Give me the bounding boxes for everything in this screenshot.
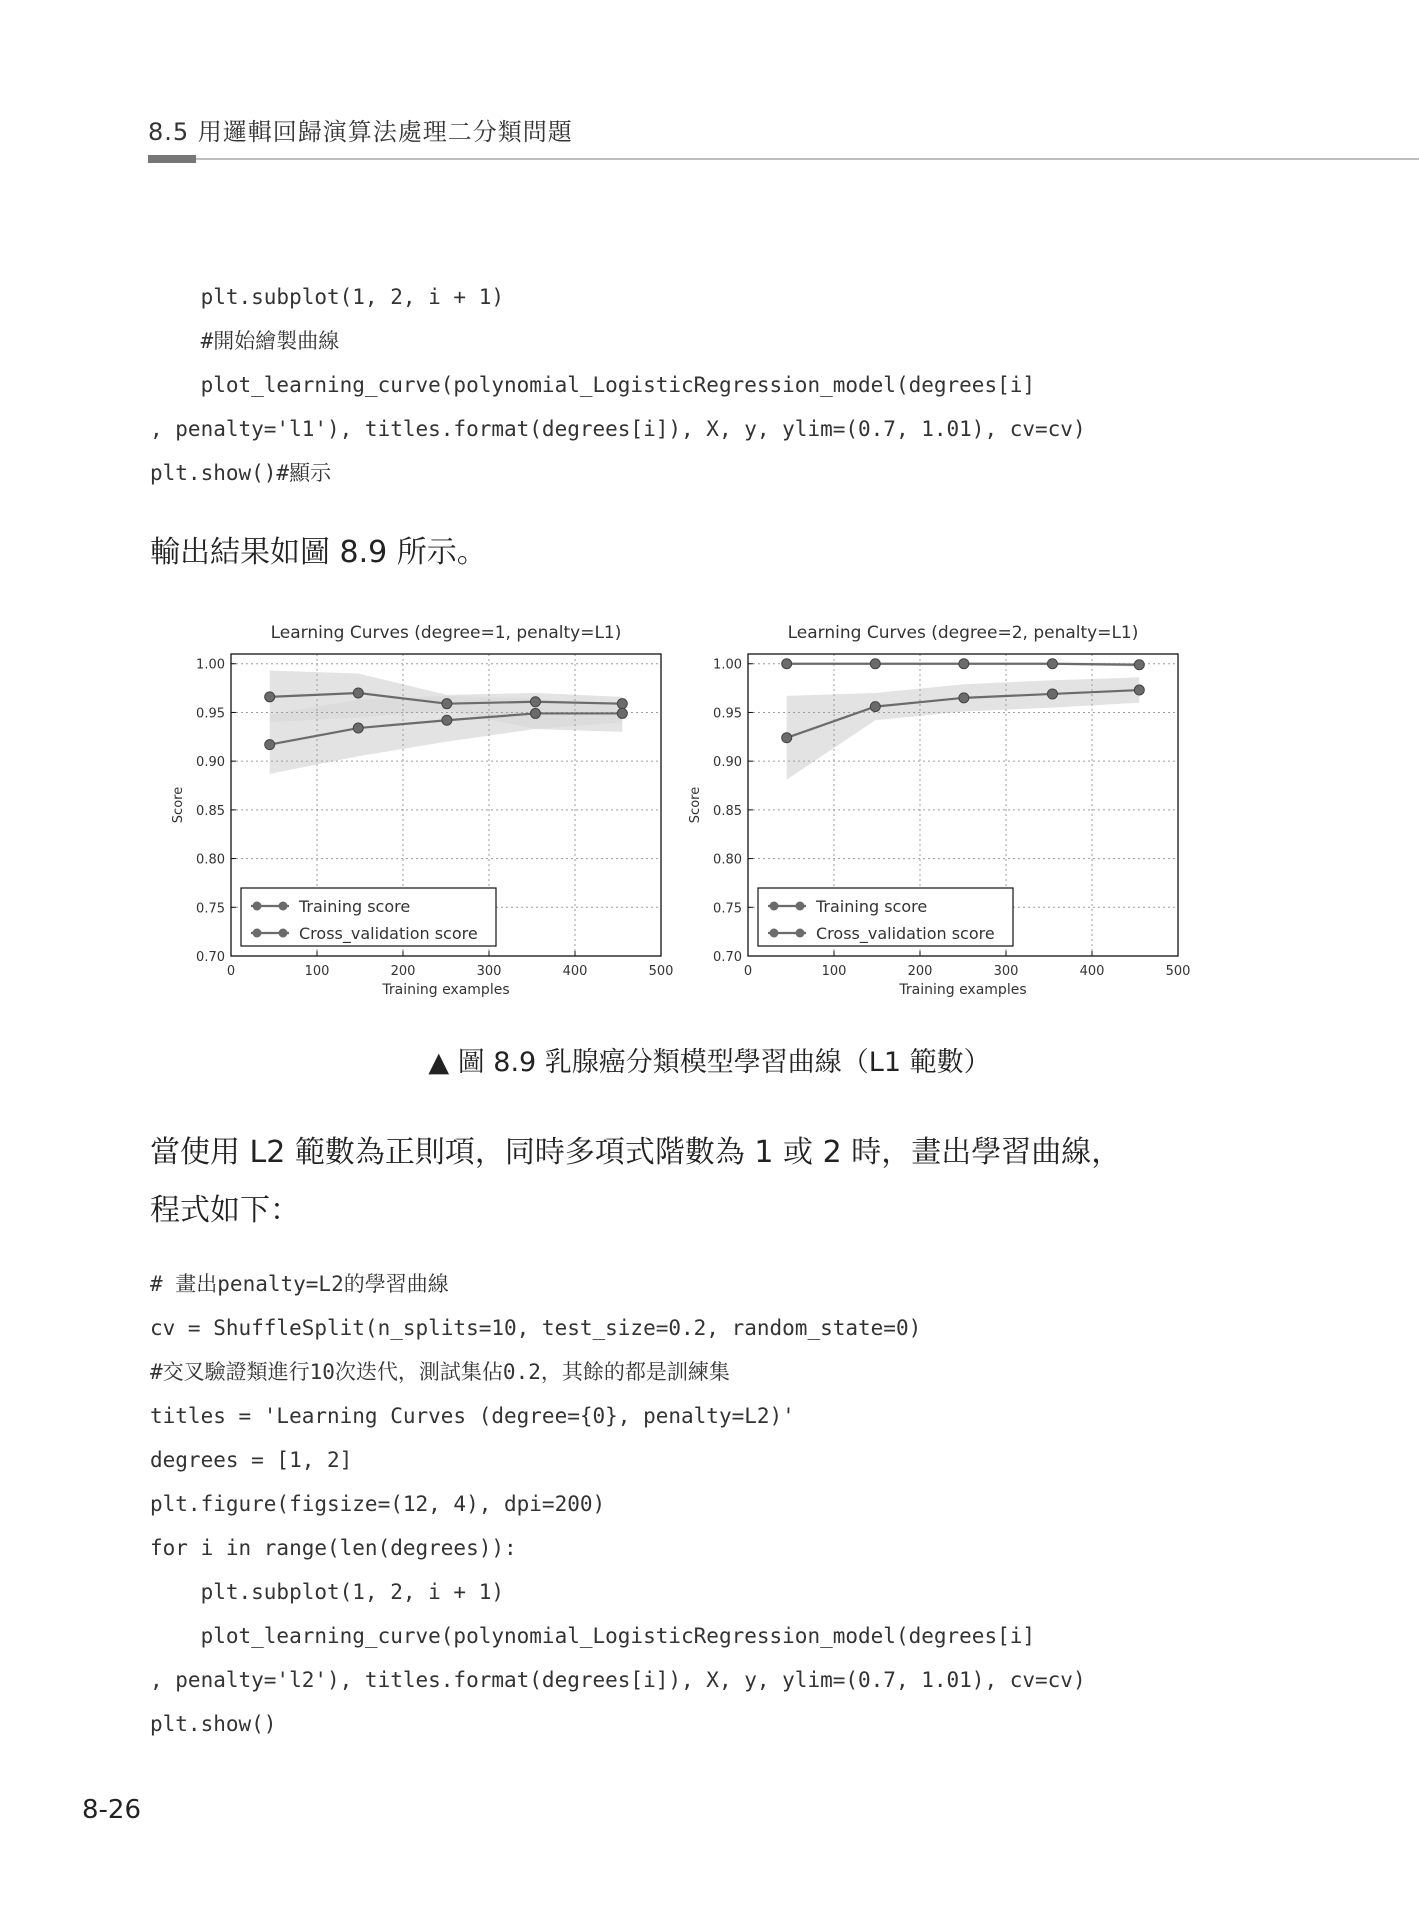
y-tick-label: 0.90 <box>713 755 742 771</box>
x-tick-label: 200 <box>390 964 416 979</box>
data-point <box>442 715 452 725</box>
code-line: plt.show() <box>150 1712 277 1736</box>
legend-marker <box>770 929 779 938</box>
code-line: plt.subplot(1, 2, i + 1) <box>150 1580 505 1604</box>
code-line: plot_learning_curve(polynomial_LogisticRegression_model(degrees[i] <box>150 1624 1036 1648</box>
y-tick-label: 0.95 <box>196 706 225 722</box>
chart-title: Learning Curves (degree=1, penalty=L1) <box>270 623 622 643</box>
data-point <box>617 708 627 718</box>
data-point <box>782 733 792 743</box>
chart-title: Learning Curves (degree=2, penalty=L1) <box>787 623 1139 643</box>
data-point <box>782 659 792 669</box>
code-line: cv = ShuffleSplit(n_splits=10, test_size=0.2, random_state=0) <box>150 1316 922 1340</box>
legend-marker <box>279 929 288 938</box>
learning-curve-chart-degree2 <box>680 610 1190 1010</box>
x-tick-label: 300 <box>993 964 1019 979</box>
y-tick-label: 0.85 <box>196 803 225 819</box>
data-point <box>530 697 540 707</box>
x-tick-label: 500 <box>648 964 673 979</box>
data-point <box>265 692 275 702</box>
data-point <box>1134 685 1144 695</box>
data-point <box>442 699 452 709</box>
chart-right <box>680 610 1190 1014</box>
paragraph-line: 程式如下： <box>150 1193 300 1228</box>
code-line: titles = 'Learning Curves (degree={0}, penalty=L2)' <box>150 1404 795 1428</box>
data-point <box>870 659 880 669</box>
code-line: # 畫出penalty=L2的學習曲線 <box>150 1272 449 1296</box>
data-point <box>530 708 540 718</box>
y-tick-label: 0.95 <box>713 706 742 722</box>
y-tick-label: 0.85 <box>713 803 742 819</box>
x-tick-label: 100 <box>304 964 330 979</box>
x-tick-label: 300 <box>476 964 502 979</box>
legend-marker <box>796 902 805 911</box>
paragraph-output-note: 輸出結果如圖 8.9 所示。 <box>150 535 487 570</box>
legend-marker <box>253 902 262 911</box>
x-tick-label: 0 <box>226 964 236 979</box>
code-line: plot_learning_curve(polynomial_LogisticRegression_model(degrees[i] <box>150 373 1036 397</box>
legend-label: Training score <box>816 897 928 916</box>
legend-label: Cross_validation score <box>299 924 478 943</box>
code-line: plt.subplot(1, 2, i + 1) <box>150 285 505 309</box>
code-block-bottom <box>150 1262 1086 1746</box>
y-tick-label: 1.00 <box>713 657 742 673</box>
chart-left <box>163 610 673 1014</box>
x-tick-label: 400 <box>1079 964 1105 979</box>
data-point <box>959 659 969 669</box>
code-line: , penalty='l1'), titles.format(degrees[i]), X, y, ylim=(0.7, 1.01), cv=cv) <box>150 417 1086 441</box>
x-axis-label: Training examples <box>899 982 1027 998</box>
paragraph-l2-intro <box>150 1124 1121 1240</box>
data-point <box>353 688 363 698</box>
y-tick-label: 1.00 <box>196 657 225 673</box>
x-tick-label: 400 <box>562 964 588 979</box>
data-point <box>353 723 363 733</box>
y-axis-label: Score <box>171 786 186 824</box>
data-point <box>1134 660 1144 670</box>
y-tick-label: 0.75 <box>196 901 225 917</box>
legend-label: Training score <box>299 897 411 916</box>
x-tick-label: 200 <box>907 964 933 979</box>
data-point <box>1047 689 1057 699</box>
x-tick-label: 500 <box>1165 964 1190 979</box>
code-line: , penalty='l2'), titles.format(degrees[i]), X, y, ylim=(0.7, 1.01), cv=cv) <box>150 1668 1086 1692</box>
legend-marker <box>796 929 805 938</box>
x-axis-label: Training examples <box>382 982 510 998</box>
paragraph-line: 當使用 L2 範數為正則項，同時多項式階數為 1 或 2 時，畫出學習曲線， <box>150 1135 1122 1170</box>
code-block-top <box>150 275 1086 495</box>
y-tick-label: 0.70 <box>196 950 225 965</box>
data-point <box>617 699 627 709</box>
x-tick-label: 0 <box>743 964 753 979</box>
data-point <box>870 702 880 712</box>
code-line: degrees = [1, 2] <box>150 1448 353 1472</box>
code-line: #開始繪製曲線 <box>150 329 340 353</box>
figure-caption: ▲ 圖 8.9 乳腺癌分類模型學習曲線（L1 範數） <box>428 1047 991 1078</box>
y-tick-label: 0.80 <box>713 852 742 868</box>
legend-marker <box>770 902 779 911</box>
code-line: #交叉驗證類進行10次迭代，測試集佔0.2，其餘的都是訓練集 <box>150 1360 730 1384</box>
code-line: plt.show()#顯示 <box>150 461 332 485</box>
code-line: plt.figure(figsize=(12, 4), dpi=200) <box>150 1492 606 1516</box>
header-accent-mark <box>148 155 196 163</box>
legend-label: Cross_validation score <box>816 924 995 943</box>
legend-marker <box>279 902 288 911</box>
code-line: for i in range(len(degrees)): <box>150 1536 517 1560</box>
y-tick-label: 0.70 <box>713 950 742 965</box>
x-tick-label: 100 <box>821 964 847 979</box>
header-rule <box>148 158 1419 160</box>
data-point <box>1047 659 1057 669</box>
running-header-title: 8.5 用邏輯回歸演算法處理二分類問題 <box>148 118 573 146</box>
legend-marker <box>253 929 262 938</box>
data-point <box>959 693 969 703</box>
y-tick-label: 0.75 <box>713 901 742 917</box>
data-point <box>265 740 275 750</box>
page-number: 8-26 <box>82 1795 142 1825</box>
y-tick-label: 0.90 <box>196 755 225 771</box>
y-tick-label: 0.80 <box>196 852 225 868</box>
y-axis-label: Score <box>688 786 703 824</box>
learning-curve-chart-degree1 <box>163 610 673 1010</box>
